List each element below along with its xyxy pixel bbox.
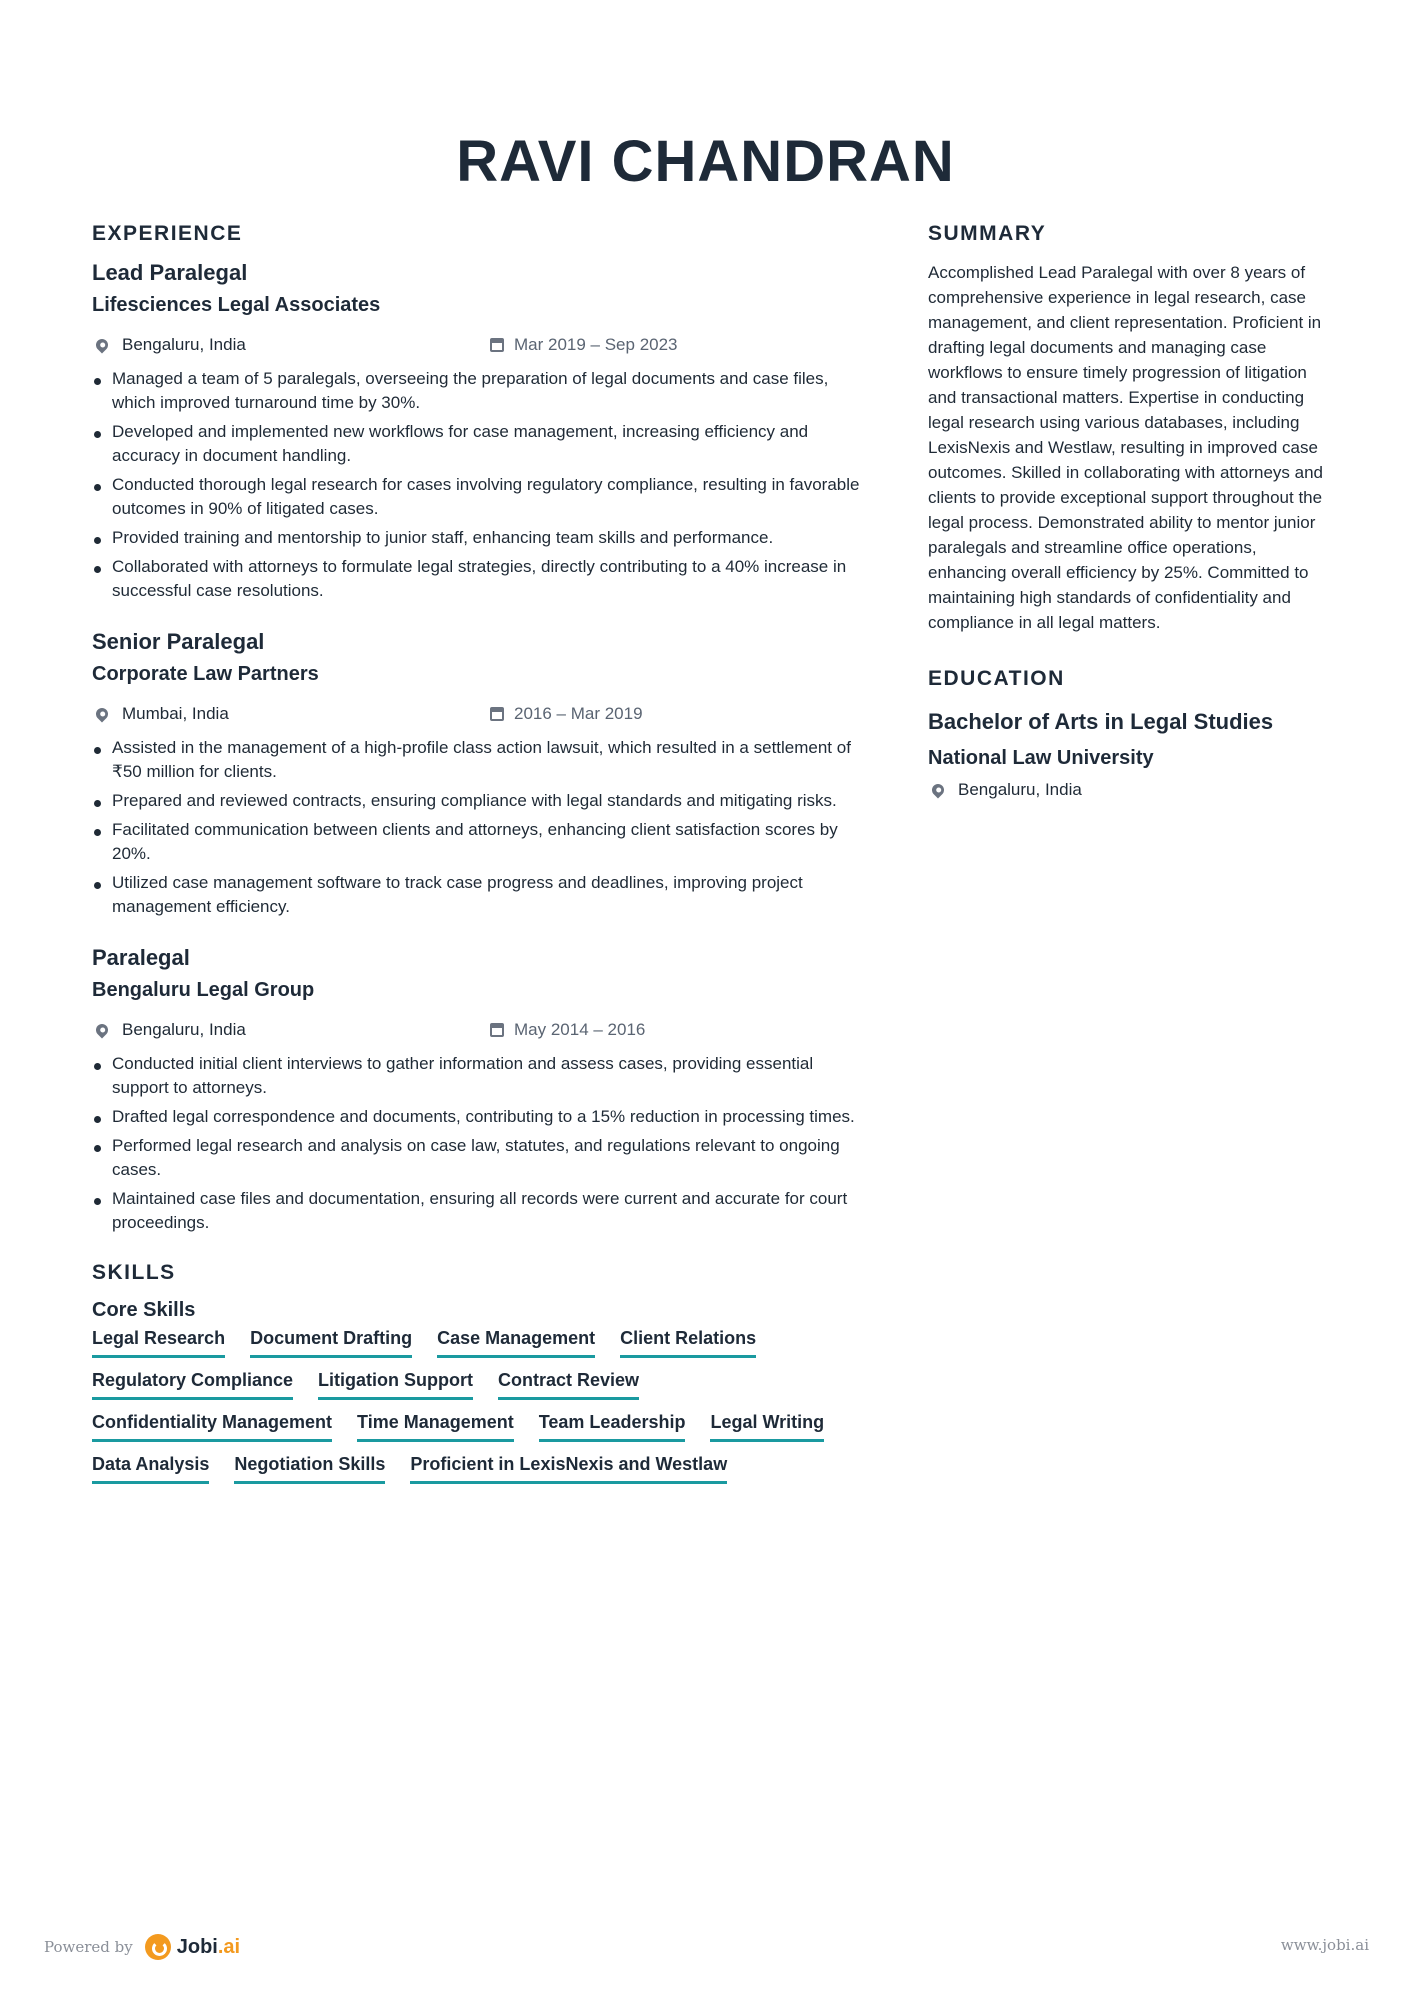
footer-url[interactable]: www.jobi.ai xyxy=(1280,1936,1369,1954)
job-dates-text: Mar 2019 – Sep 2023 xyxy=(514,335,678,354)
job-title: Senior Paralegal xyxy=(92,629,265,654)
job-dates xyxy=(490,335,678,355)
job-bullet: Managed a team of 5 paralegals, overseeing the preparation of legal documents and case files, which improved turnaround time by 30%. xyxy=(92,367,862,415)
job-bullet: Maintained case files and documentation, ensuring all records were current and accurate for court proceedings. xyxy=(92,1187,862,1235)
education-degree: Bachelor of Arts in Legal Studies xyxy=(928,709,1274,734)
skills-subheading: Core Skills xyxy=(92,1299,196,1321)
job-company: Corporate Law Partners xyxy=(92,663,319,685)
job-entry xyxy=(92,260,862,603)
education-location xyxy=(928,780,1328,800)
job-meta xyxy=(92,704,862,728)
skill-tag: Litigation Support xyxy=(318,1370,473,1400)
calendar-icon xyxy=(490,338,504,352)
job-bullets xyxy=(92,367,862,603)
skill-tag: Regulatory Compliance xyxy=(92,1370,293,1400)
summary-heading: SUMMARY xyxy=(928,222,1047,245)
skill-tag: Time Management xyxy=(357,1412,514,1442)
location-pin-icon xyxy=(930,782,947,799)
job-location xyxy=(92,335,246,355)
education-school: National Law University xyxy=(928,747,1154,769)
skills-list xyxy=(92,1328,862,1484)
left-column xyxy=(92,222,862,1484)
job-bullet: Performed legal research and analysis on case law, statutes, and regulations relevant to ongoing cases. xyxy=(92,1134,862,1182)
skill-tag: Client Relations xyxy=(620,1328,756,1358)
job-bullet: Utilized case management software to track case progress and deadlines, improving project management efficiency. xyxy=(92,871,862,919)
job-title: Lead Paralegal xyxy=(92,260,248,285)
footer-branding xyxy=(44,1934,240,1960)
job-bullets xyxy=(92,1052,862,1235)
location-pin-icon xyxy=(94,1022,111,1039)
job-bullet: Prepared and reviewed contracts, ensuring compliance with legal standards and mitigating risks. xyxy=(92,789,862,813)
job-meta xyxy=(92,335,862,359)
job-bullet: Facilitated communication between clients and attorneys, enhancing client satisfaction scores by 20%. xyxy=(92,818,862,866)
job-bullet: Conducted thorough legal research for cases involving regulatory compliance, resulting in favorable outcomes in 90% of litigated cases. xyxy=(92,473,862,521)
skill-tag: Confidentiality Management xyxy=(92,1412,332,1442)
job-bullets xyxy=(92,736,862,919)
job-location xyxy=(92,704,229,724)
job-dates-text: May 2014 – 2016 xyxy=(514,1020,646,1039)
brand-name[interactable] xyxy=(177,1936,240,1959)
job-entry xyxy=(92,945,862,1235)
location-pin-icon xyxy=(94,337,111,354)
skill-tag: Team Leadership xyxy=(539,1412,686,1442)
experience-list xyxy=(92,260,862,1235)
powered-by-label: Powered by xyxy=(44,1938,133,1956)
job-location xyxy=(92,1020,246,1040)
job-meta xyxy=(92,1020,862,1044)
brand-name-accent: .ai xyxy=(217,1935,241,1958)
calendar-icon xyxy=(490,707,504,721)
job-bullet: Assisted in the management of a high-profile class action lawsuit, which resulted in a settlement of ₹50 million for clients. xyxy=(92,736,862,784)
skill-tag: Legal Research xyxy=(92,1328,225,1358)
job-bullet: Developed and implemented new workflows for case management, increasing efficiency and accuracy in document handling. xyxy=(92,420,862,468)
skill-tag: Proficient in LexisNexis and Westlaw xyxy=(410,1454,727,1484)
brand-name-main: Jobi xyxy=(176,1935,218,1958)
job-location-text: Bengaluru, India xyxy=(122,1020,246,1039)
job-location-text: Mumbai, India xyxy=(122,704,229,723)
summary-text: Accomplished Lead Paralegal with over 8 years of comprehensive experience in legal research, case management, and client representation. Proficient in drafting legal documents and managing case workflows to ensure timely progression of litigation and transactional matters. Expertise in conducting legal research using various databases, including LexisNexis and Westlaw, resulting in improved case outcomes. Skilled in collaborating with attorneys and clients to provide exceptional support throughout the legal process. Demonstrated ability to mentor junior paralegals and streamline office operations, enhancing overall efficiency by 25%. Committed to maintaining high standards of confidentiality and compliance in all legal matters. xyxy=(928,263,1323,632)
jobi-logo-icon xyxy=(145,1934,171,1960)
job-dates xyxy=(490,1020,645,1040)
skills-heading: SKILLS xyxy=(92,1261,176,1284)
job-title: Paralegal xyxy=(92,945,190,970)
job-company: Lifesciences Legal Associates xyxy=(92,294,381,316)
skill-tag: Contract Review xyxy=(498,1370,639,1400)
education-location-text: Bengaluru, India xyxy=(958,780,1082,799)
job-bullet: Provided training and mentorship to junior staff, enhancing team skills and performance. xyxy=(92,526,862,550)
job-dates-text: 2016 – Mar 2019 xyxy=(514,704,643,723)
skill-tag: Negotiation Skills xyxy=(234,1454,385,1484)
skill-tag: Case Management xyxy=(437,1328,595,1358)
job-bullet: Collaborated with attorneys to formulate legal strategies, directly contributing to a 40% increase in successful case resolutions. xyxy=(92,555,862,603)
calendar-icon xyxy=(490,1023,504,1037)
skill-tag: Document Drafting xyxy=(250,1328,412,1358)
education-heading: EDUCATION xyxy=(928,667,1065,690)
job-location-text: Bengaluru, India xyxy=(122,335,246,354)
location-pin-icon xyxy=(94,706,111,723)
candidate-name: RAVI CHANDRAN xyxy=(456,129,955,194)
right-column xyxy=(928,222,1328,800)
skill-tag: Data Analysis xyxy=(92,1454,209,1484)
job-dates xyxy=(490,704,643,724)
job-entry xyxy=(92,629,862,919)
job-bullet: Conducted initial client interviews to gather information and assess cases, providing essential support to attorneys. xyxy=(92,1052,862,1100)
job-company: Bengaluru Legal Group xyxy=(92,979,315,1001)
experience-heading: EXPERIENCE xyxy=(92,222,243,245)
skill-tag: Legal Writing xyxy=(710,1412,824,1442)
job-bullet: Drafted legal correspondence and documents, contributing to a 15% reduction in processing times. xyxy=(92,1105,862,1129)
